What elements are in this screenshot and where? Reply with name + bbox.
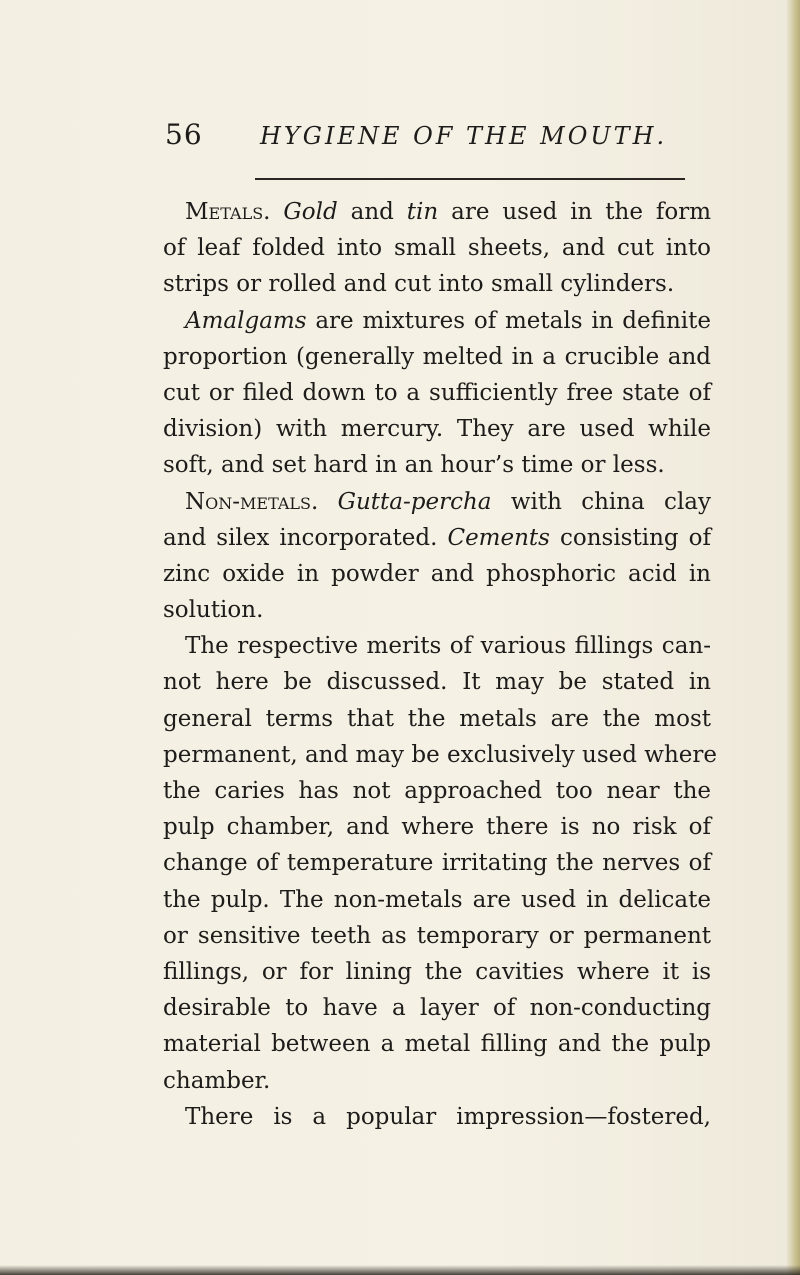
text-run: strips or rolled and cut into small cylinders.	[163, 271, 675, 298]
text-run: desirable to have a layer of non-conducting	[163, 995, 711, 1022]
header-rule	[255, 178, 685, 180]
text-run: cut or filed down to a sufficiently free state of	[163, 379, 711, 406]
page-header	[165, 118, 705, 158]
page-edge-shadow	[786, 0, 800, 1275]
text-run: permanent, and may be exclusively used where	[163, 741, 718, 768]
text-run: pulp chamber, and where there is no risk of	[163, 814, 711, 841]
text-run: the pulp. The non-metals are used in delicate	[163, 886, 711, 913]
text-run: fillings, or for lining the cavities where it is	[163, 958, 711, 985]
text-run: consisting of	[549, 524, 712, 551]
italic-term: Gutta-percha	[337, 488, 492, 515]
text-run: chamber.	[163, 1067, 271, 1094]
text-run: proportion (generally melted in a crucible and	[163, 343, 711, 370]
text-line	[163, 556, 711, 592]
text-run: zinc oxide in powder and phosphoric acid in	[163, 560, 711, 587]
text-run: general terms that the metals are the most	[163, 705, 711, 732]
page-number: 56	[165, 118, 203, 151]
text-run	[270, 199, 283, 225]
text-run: not here be discussed. It may be stated in	[163, 669, 711, 696]
text-line	[163, 266, 711, 302]
body-text	[163, 194, 718, 1135]
text-line	[163, 303, 711, 339]
text-line	[163, 592, 711, 628]
text-line	[163, 230, 711, 266]
text-line	[163, 809, 711, 845]
text-line	[163, 484, 711, 520]
text-run: material between a metal filling and the pulp	[163, 1031, 711, 1058]
text-line	[163, 1063, 711, 1099]
text-line	[163, 773, 711, 809]
italic-term: Amalgams	[185, 307, 307, 334]
text-line	[163, 194, 711, 230]
text-run: soft, and set hard in an hour’s time or less.	[163, 452, 665, 479]
text-line	[163, 375, 711, 411]
text-line	[163, 664, 711, 700]
text-run: the caries has not approached too near the	[163, 778, 711, 804]
text-line	[163, 845, 711, 881]
text-line	[163, 1099, 711, 1135]
text-run: or sensitive teeth as temporary or permanent	[163, 922, 711, 949]
text-line	[163, 628, 711, 664]
text-line	[163, 520, 711, 556]
text-line	[163, 701, 711, 737]
text-line	[163, 990, 711, 1026]
text-line	[163, 411, 711, 447]
section-heading: Non-metals.	[185, 488, 319, 515]
text-run: solution.	[163, 597, 264, 624]
text-line	[163, 1026, 711, 1062]
text-run: are used in the form	[438, 199, 712, 225]
text-line	[163, 918, 711, 954]
text-run: and	[337, 199, 407, 225]
italic-term: tin	[406, 199, 439, 225]
text-run: There is a popular impression—fostered,	[185, 1103, 711, 1130]
text-line	[163, 954, 711, 990]
text-run	[318, 489, 337, 515]
page-bottom-shadow	[0, 1265, 800, 1275]
text-run: The respective merits of various fillings can-	[185, 633, 711, 660]
italic-term: Gold	[283, 199, 338, 225]
text-run: are mixtures of metals in definite	[306, 307, 711, 334]
text-run: and silex incorporated.	[163, 524, 448, 551]
text-run: division) with mercury. They are used while	[163, 416, 711, 443]
text-line	[163, 339, 711, 375]
text-run: with china clay	[491, 488, 711, 515]
text-line	[163, 882, 711, 918]
text-line	[163, 737, 718, 773]
text-run: change of temperature irritating the nerves of	[163, 850, 711, 877]
italic-term: Cements	[447, 524, 550, 551]
running-title: HYGIENE OF THE MOUTH.	[260, 122, 668, 150]
section-heading: Metals.	[185, 199, 271, 225]
text-run: of leaf folded into small sheets, and cut into	[163, 235, 711, 262]
text-line	[163, 447, 711, 483]
